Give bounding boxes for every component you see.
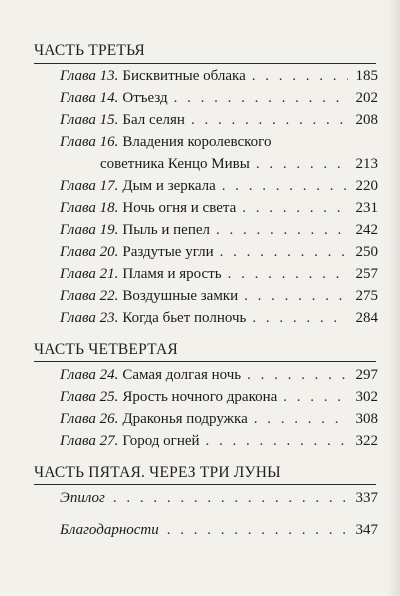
chapter-label: Глава 16. [60, 134, 119, 150]
chapter-label: Глава 25. [60, 389, 119, 405]
chapter-title: Пыль и пепел [122, 222, 210, 238]
chapter-title: Когда бьет полночь [122, 310, 247, 326]
dot-leader [252, 65, 348, 87]
chapter-title-continued: советника Кенцо Мивы [100, 156, 250, 172]
chapter-title: Дым и зеркала [122, 178, 216, 194]
chapter-title: Бисквитные облака [122, 68, 246, 84]
dot-leader [191, 109, 348, 131]
toc-entry-22 [60, 285, 378, 307]
dot-leader [252, 307, 348, 329]
page-number: 275 [355, 288, 378, 304]
page-number: 242 [355, 222, 378, 238]
chapter-label: Глава 13. [60, 68, 119, 84]
chapter-label: Глава 23. [60, 310, 119, 326]
dot-leader [228, 263, 348, 285]
page-number: 208 [355, 112, 378, 128]
toc-entry-18 [60, 197, 378, 219]
dot-leader [174, 87, 348, 109]
page-number: 297 [355, 367, 378, 383]
page-number: 185 [355, 68, 378, 84]
page-number: 347 [355, 522, 378, 538]
chapter-label: Глава 20. [60, 244, 119, 260]
page-number: 284 [355, 310, 378, 326]
chapter-title: Отъезд [122, 90, 168, 106]
dot-leader [220, 241, 348, 263]
chapter-title: Владения королевского [122, 134, 272, 150]
toc-entry-27 [60, 430, 378, 452]
part-four-title: ЧАСТЬ ЧЕТВЕРТАЯ [34, 341, 178, 358]
chapter-title: Ночь огня и света [122, 200, 237, 216]
page-number: 231 [355, 200, 378, 216]
dot-leader [222, 175, 348, 197]
page-number: 302 [355, 389, 378, 405]
page-number: 257 [355, 266, 378, 282]
dot-leader [167, 519, 348, 541]
page-number: 202 [355, 90, 378, 106]
part-three-title: ЧАСТЬ ТРЕТЬЯ [34, 42, 145, 59]
toc-entry-17 [60, 175, 378, 197]
toc-entry-25 [60, 386, 378, 408]
chapter-label: Глава 15. [60, 112, 119, 128]
chapter-title: Драконья подружка [122, 411, 248, 427]
page-number: 220 [355, 178, 378, 194]
toc-entry-23 [60, 307, 378, 329]
chapter-label: Глава 21. [60, 266, 119, 282]
part-five-title: ЧАСТЬ ПЯТАЯ. ЧЕРЕЗ ТРИ ЛУНЫ [34, 464, 281, 481]
toc-entry-16-line2 [100, 153, 378, 175]
part-three-rule [34, 63, 376, 64]
dot-leader [113, 487, 348, 509]
toc-entry-epilogue [60, 487, 378, 509]
page-number: 337 [355, 490, 378, 506]
toc-entry-21 [60, 263, 378, 285]
chapter-label: Глава 14. [60, 90, 119, 106]
dot-leader [206, 430, 348, 452]
chapter-title: Самая долгая ночь [122, 367, 242, 383]
chapter-label: Глава 18. [60, 200, 119, 216]
chapter-title: Город огней [122, 433, 200, 449]
chapter-title: Бал селян [122, 112, 185, 128]
toc-entry-20 [60, 241, 378, 263]
chapter-label: Глава 27. [60, 433, 119, 449]
dot-leader [283, 386, 348, 408]
chapter-label: Глава 26. [60, 411, 119, 427]
toc-entry-26 [60, 408, 378, 430]
dot-leader [247, 364, 348, 386]
chapter-title: Воздушные замки [122, 288, 239, 304]
chapter-label: Глава 22. [60, 288, 119, 304]
page-edge-shadow [388, 0, 400, 596]
part-four-rule [34, 361, 376, 362]
page-number: 322 [355, 433, 378, 449]
dot-leader [244, 285, 348, 307]
toc-entry-19 [60, 219, 378, 241]
dot-leader [256, 153, 348, 175]
chapter-label: Глава 17. [60, 178, 119, 194]
chapter-label: Глава 24. [60, 367, 119, 383]
part-five-rule [34, 484, 376, 485]
page-number: 213 [355, 156, 378, 172]
chapter-title: Раздутые угли [122, 244, 214, 260]
acknowledgements-label: Благодарности [60, 522, 159, 538]
epilogue-label: Эпилог [60, 490, 105, 506]
chapter-title: Пламя и ярость [122, 266, 222, 282]
toc-entry-16-line1 [60, 131, 271, 153]
dot-leader [254, 408, 348, 430]
toc-entry-15 [60, 109, 378, 131]
toc-entry-13 [60, 65, 378, 87]
page-number: 250 [355, 244, 378, 260]
dot-leader [242, 197, 348, 219]
toc-entry-24 [60, 364, 378, 386]
dot-leader [216, 219, 348, 241]
chapter-label: Глава 19. [60, 222, 119, 238]
toc-entry-14 [60, 87, 378, 109]
page-number: 308 [355, 411, 378, 427]
toc-entry-acknowledgements [60, 519, 378, 541]
chapter-title: Ярость ночного дракона [122, 389, 278, 405]
